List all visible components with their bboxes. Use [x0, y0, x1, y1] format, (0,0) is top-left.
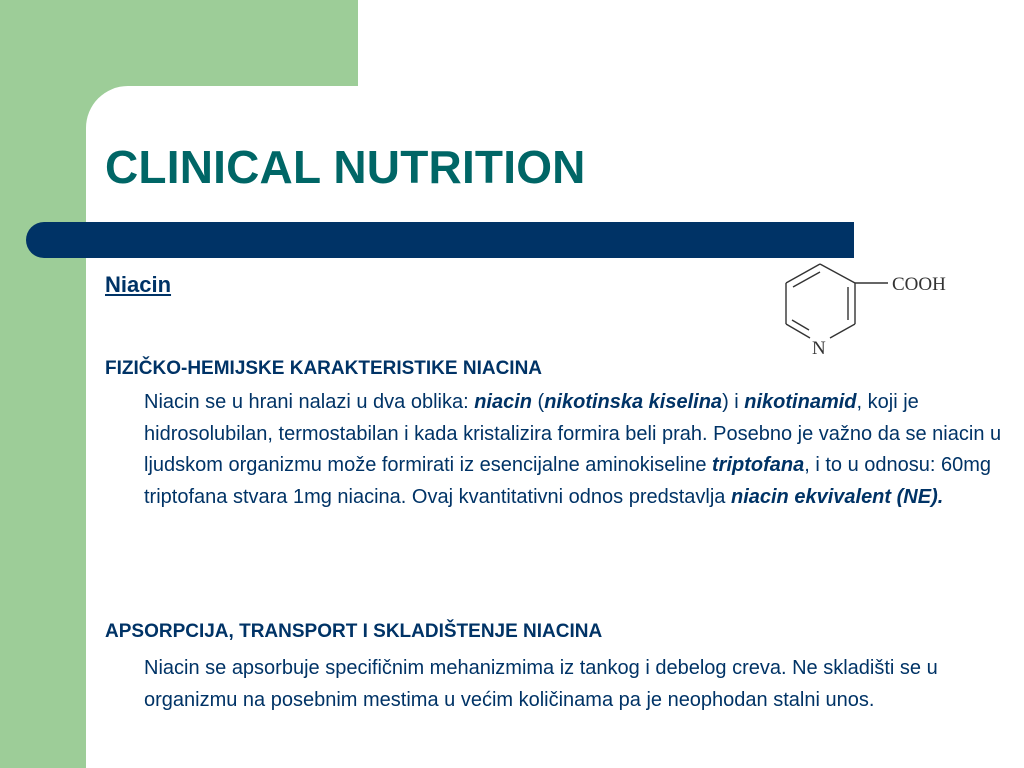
niacin-structure-icon [776, 256, 966, 360]
emphasis-nikotinamid: nikotinamid [744, 391, 857, 413]
section-heading-absorption: APSORPCIJA, TRANSPORT I SKLADIŠTENJE NIACINA [105, 621, 603, 642]
emphasis-triptofana: triptofana [712, 454, 805, 476]
molecule-atom-label: N [812, 338, 826, 359]
molecule-group-label: COOH [892, 274, 946, 295]
text-run: ( [531, 391, 545, 413]
slide-title: CLINICAL NUTRITION [105, 141, 586, 193]
emphasis-niacin: niacin [474, 391, 532, 413]
text-run: , koji je hidrosolubilan, termostabilan i kada kristalizira formira beli prah. Posebno je važno da se niacin u ljudskom organizmu može formirati iz esencijalne aminokiseline [144, 391, 1002, 476]
paragraph-absorption: Niacin se apsorbuje specifičnim mehanizmima iz tankog i debelog creva. Ne skladišti se u organizmu na posebnim mestima u većim količinama pa je neophodan stalni unos. [144, 657, 938, 711]
section-heading-properties: FIZIČKO-HEMIJSKE KARAKTERISTIKE NIACINA [105, 358, 543, 379]
emphasis-niacin-ekvivalent: niacin ekvivalent (NE). [730, 485, 944, 508]
emphasis-nikotinska-kiselina: nikotinska kiselina [544, 391, 723, 413]
title-underline-bar [26, 222, 854, 258]
text-run: Niacin se u hrani nalazi u dva oblika: [144, 391, 475, 413]
slide-subtitle: Niacin [105, 272, 172, 297]
text-run: ) i [722, 391, 745, 413]
paragraph-properties [144, 387, 1014, 513]
text-run: , i to u odnosu: 60mg triptofana stvara 1mg niacina. Ovaj kvantitativni odnos predstavlja [144, 454, 992, 508]
